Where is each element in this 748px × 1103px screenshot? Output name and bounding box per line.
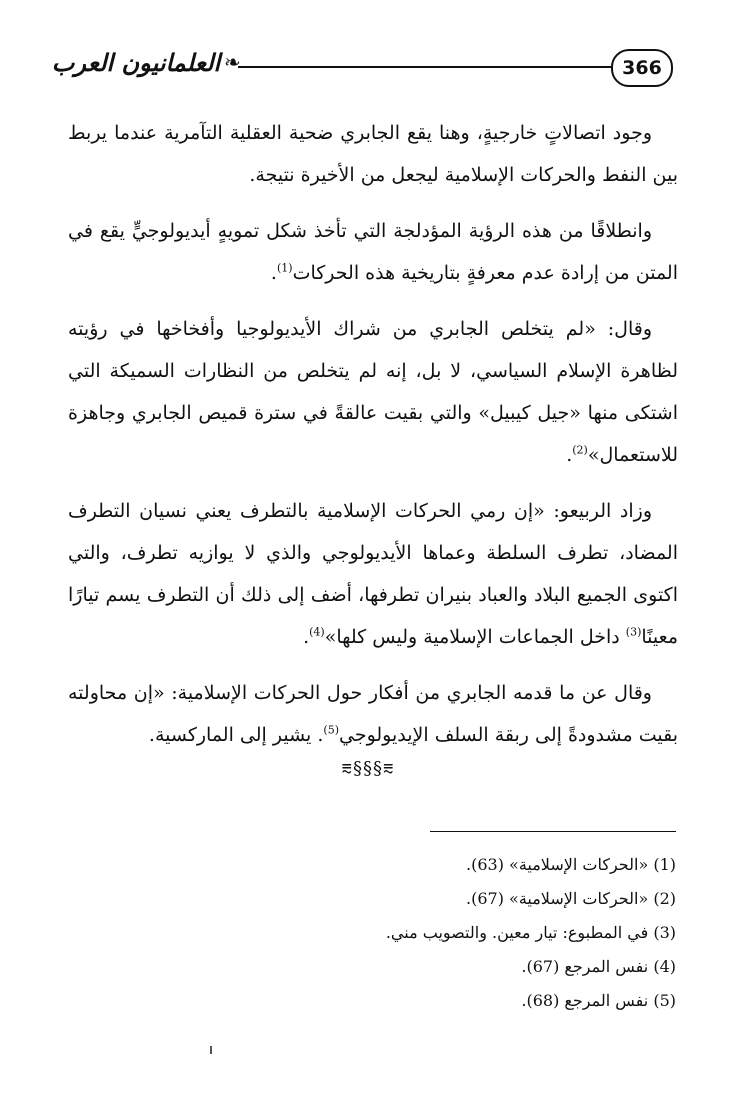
footnote: (3) في المطبوع: تيار معين. والتصويب مني. (385, 923, 676, 942)
page-number: 366 (611, 49, 673, 87)
footnotes (330, 848, 676, 1018)
paragraph-tail: . (566, 444, 573, 466)
scan-mark (210, 1046, 212, 1054)
paragraph-text: وجود اتصالاتٍ خارجيةٍ، وهنا يقع الجابري ضحية العقلية التآمرية عندما يربط بين النفط والحركات الإسلامية ليجعل من الأخيرة نتيجة. (68, 122, 678, 186)
title-ornament-icon: ❧ (224, 50, 241, 74)
main-text (68, 112, 678, 770)
paragraph (68, 308, 678, 476)
paragraph-text: وقال عن ما قدمه الجابري من أفكار حول الحركات الإسلامية: «إن محاولته بقيت مشدودةً إلى ربقة السلف الإيديولوجي (68, 682, 678, 746)
paragraph-tail: . يشير إلى الماركسية. (148, 724, 324, 746)
footnote-marker: (3) (625, 625, 642, 639)
paragraph-tail: داخل الجماعات الإسلامية وليس كلها» (324, 626, 626, 648)
header-rule (238, 66, 612, 68)
paragraph-tail: . (303, 626, 310, 648)
section-ornament-icon: ⩳§§§⩳ (341, 758, 395, 779)
paragraph (68, 672, 678, 756)
footnote-marker: (5) (323, 723, 339, 737)
footnote: (5) نفس المرجع (68). (521, 991, 676, 1010)
footnote: (1) «الحركات الإسلامية» (63). (466, 855, 676, 874)
paragraph-tail: . (270, 262, 277, 284)
footnote: (2) «الحركات الإسلامية» (67). (466, 889, 676, 908)
footnote-marker: (2) (572, 443, 588, 457)
footnote-marker: (4) (309, 625, 325, 639)
book-title: العلمانيون العرب (51, 48, 221, 77)
footnote: (4) نفس المرجع (67). (521, 957, 676, 976)
footnote-marker: (1) (276, 261, 293, 275)
paragraph-text: وقال: «لم يتخلص الجابري من شراك الأيديولوجيا وأفخاخها في رؤيته لظاهرة الإسلام السياسي، لا بل، إنه لم يتخلص من النظارات السميكة التي اشتكى منها «جيل كيبيل» والتي بقيت عالقةً في سترة قميص الجابري وجاهزة للاستعمال» (68, 318, 678, 466)
paragraph (68, 210, 678, 294)
paragraph-text: وانطلاقًا من هذه الرؤية المؤدلجة التي تأخذ شكل تمويهٍ أيديولوجيٍّ يقع في المتن من إرادة عدم معرفةٍ بتاريخية هذه الحركات (68, 220, 678, 284)
footnote-rule (430, 831, 676, 832)
paragraph-text: وزاد الربيعو: «إن رمي الحركات الإسلامية بالتطرف يعني نسيان التطرف المضاد، تطرف السلطة وعماها الأيديولوجي والذي لا يوازيه تطرف، والتي اكتوى الجميع البلاد والعباد بنيران تطرفها، أضف إلى ذلك أن التطرف يسم تيارًا معينًا (68, 500, 678, 648)
paragraph (68, 112, 678, 196)
running-header (40, 38, 680, 94)
paragraph (68, 490, 678, 658)
